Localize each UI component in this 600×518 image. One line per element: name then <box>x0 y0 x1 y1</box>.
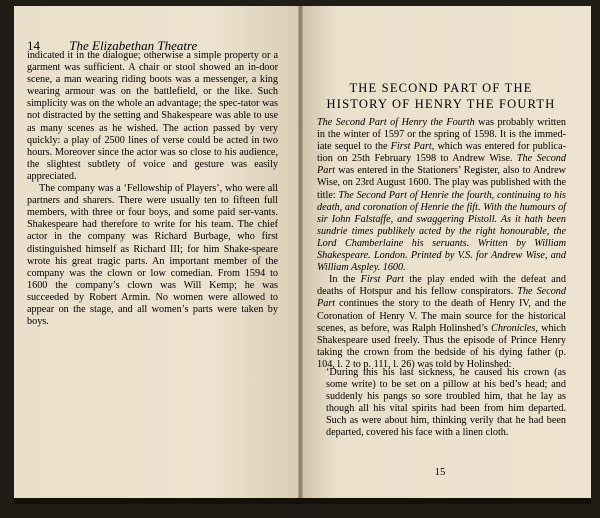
right-paragraph-2 <box>317 274 566 371</box>
right-page-number: 15 <box>434 467 446 478</box>
right-paragraph-1 <box>317 117 566 274</box>
p1-italic-title: The Second Part of Henrie the fourth, continuing to his death, and coronation of Henrie the fift. With the humours of sir Iohn Falstaffe, and swaggering Pistoll. As it hath been sundrie times publikely acted by the right honourable, the Lord Chamberlaine his seruants. Written by William Shakespeare. London. Printed by V.S. for Andrew Wise, and William Aspley. 1600. <box>317 189 566 274</box>
p1-text-2: was probably written in the winter of 1597 or the spring of 1598. It is the immed-iate sequel to the <box>317 117 566 153</box>
book-gutter <box>298 6 303 498</box>
p1-italic-3: First Part <box>390 141 432 153</box>
p2-italic-4: The Second Part <box>317 286 566 310</box>
left-paragraph-1: indicated it in the dialogue; otherwise a simple property or a garment was sufficient. A chair or stool showed an in-door scene, a man wearing riding boots was a messenger, a king wearing armour was on the battlefield, or the like. Such simplicity was on the whole an advantage; the spec-tator was not distracted by the setting and Shakespeare was able to use as many scenes as he wished. The action passed by very quickly: a play of 2500 lines of verse could be acted in two hours. Moreover since the actor was so close to his audience, the slightest subtlety of voice and gesture was easily appreciated. <box>27 50 278 182</box>
p1-italic-5: The Second Part <box>317 153 566 177</box>
p1-text-6: was entered in the Stationers’ Register, also to Andrew Wise, on 23rd August 1600. The play was published with the title: <box>317 165 566 201</box>
left-paragraph-2: The company was a ‘Fellowship of Players’, who were all partners and sharers. There were usually ten to fifteen full members, with three or four boys, and some paid ser-vants. Shakespeare had therefore to write for his team. The chief actor in the company was Richard Burbage, who first distinguished himself as Richard III; for him Shake-speare wrote his great tragic parts. An important member of the company was the clown or low comedian. From 1594 to 1600 the company’s clown was Will Kemp; he was succeeded by Robert Armin. No women were allowed to appear on the stage, and all women’s parts were taken by boys. <box>27 183 278 328</box>
heading-line-2: HISTORY OF HENRY THE FOURTH <box>326 97 556 111</box>
p2-italic-2: First Part <box>360 274 404 286</box>
p1-text-4: , which was entered for publica-tion on 25th February 1598 to Andrew Wise. <box>317 141 566 165</box>
holinshed-quote <box>326 367 566 440</box>
p2-italic-6: Chronicles <box>491 322 536 334</box>
p2-text-3: the play ended with the defeat and deaths of Hotspur and his fellow conspirators. <box>317 274 566 298</box>
p1-italic-1: The Second Part of Henry the Fourth <box>317 117 475 128</box>
chapter-heading <box>318 80 564 112</box>
quote-text: ‘During this his last sickness, he caused his crown (as some write) to be set on a pillow at his bed’s head; and suddenly his pangs so sore troubled him, that he lay as though all his vital spirits had been from him departed. Such as were about him, thinking verily that he had been departed, covered his face with a linen cloth. <box>326 367 566 439</box>
p2-text-7: , which Shakespeare used freely. Thus the episode of Prince Henry taking the crown from the bedside of his dying father (p. 104, l. 2 to p. 111, l. 26) was told by Holinshed: <box>317 322 566 370</box>
left-page-number: 14 <box>27 38 40 53</box>
heading-line-1: THE SECOND PART OF THE <box>349 81 533 95</box>
p2-text-5: continues the story to the death of Henry IV, and the Coronation of Henry V. The main source for the historical scenes, as before, was Ralph Holinshed’s <box>317 298 566 334</box>
left-body-text <box>27 50 278 328</box>
right-body-text <box>317 117 566 371</box>
p2-text-1: In the <box>329 274 361 286</box>
page-edge-shadow <box>14 498 591 504</box>
running-title: The Elizabethan Theatre <box>69 38 198 53</box>
